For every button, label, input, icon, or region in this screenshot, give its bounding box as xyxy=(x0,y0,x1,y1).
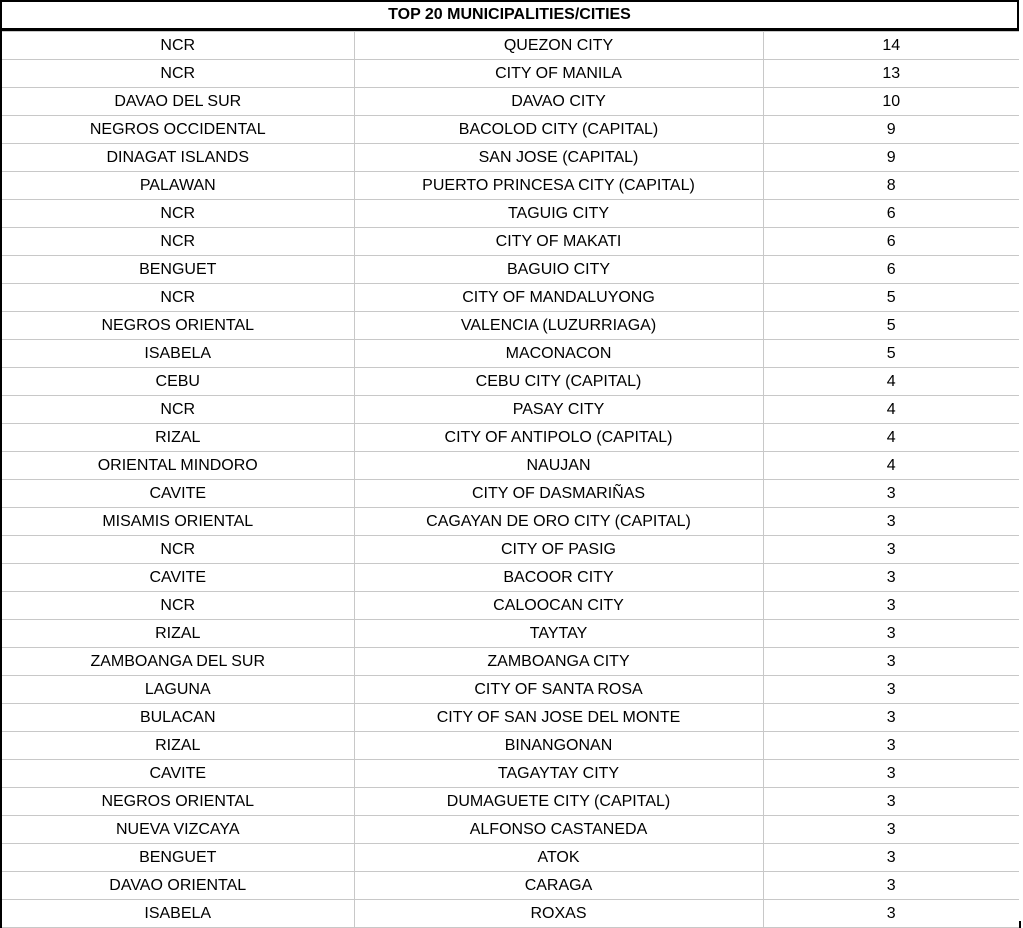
province-cell[interactable]: BENGUET xyxy=(1,256,354,284)
province-cell[interactable]: RIZAL xyxy=(1,620,354,648)
table-row xyxy=(1,620,1020,648)
city-cell[interactable]: CITY OF DASMARIÑAS xyxy=(354,480,763,508)
province-cell[interactable]: BENGUET xyxy=(1,844,354,872)
province-cell[interactable]: NCR xyxy=(1,32,354,60)
city-cell[interactable]: CAGAYAN DE ORO CITY (CAPITAL) xyxy=(354,508,763,536)
table-row xyxy=(1,536,1020,564)
table-body xyxy=(1,32,1020,928)
province-cell[interactable]: DAVAO DEL SUR xyxy=(1,88,354,116)
table-row xyxy=(1,788,1020,816)
table-row xyxy=(1,32,1020,60)
count-cell[interactable]: 3 xyxy=(763,620,1020,648)
table-row xyxy=(1,564,1020,592)
count-cell[interactable]: 3 xyxy=(763,816,1020,844)
count-cell[interactable]: 3 xyxy=(763,760,1020,788)
count-cell[interactable]: 4 xyxy=(763,396,1020,424)
city-cell[interactable]: DAVAO CITY xyxy=(354,88,763,116)
count-cell[interactable]: 5 xyxy=(763,284,1020,312)
count-cell[interactable]: 9 xyxy=(763,116,1020,144)
province-cell[interactable]: ZAMBOANGA DEL SUR xyxy=(1,648,354,676)
province-cell[interactable]: DINAGAT ISLANDS xyxy=(1,144,354,172)
table-row xyxy=(1,256,1020,284)
city-cell[interactable]: BACOOR CITY xyxy=(354,564,763,592)
count-cell[interactable]: 5 xyxy=(763,312,1020,340)
count-cell[interactable]: 3 xyxy=(763,676,1020,704)
table-row xyxy=(1,396,1020,424)
city-cell[interactable]: BINANGONAN xyxy=(354,732,763,760)
count-cell[interactable]: 9 xyxy=(763,144,1020,172)
city-cell[interactable]: QUEZON CITY xyxy=(354,32,763,60)
city-cell[interactable]: DUMAGUETE CITY (CAPITAL) xyxy=(354,788,763,816)
province-cell[interactable]: CAVITE xyxy=(1,480,354,508)
province-cell[interactable]: NUEVA VIZCAYA xyxy=(1,816,354,844)
city-cell[interactable]: BAGUIO CITY xyxy=(354,256,763,284)
count-cell[interactable]: 3 xyxy=(763,648,1020,676)
province-cell[interactable]: NCR xyxy=(1,592,354,620)
city-cell[interactable]: CEBU CITY (CAPITAL) xyxy=(354,368,763,396)
table-row xyxy=(1,872,1020,900)
count-cell[interactable]: 3 xyxy=(763,508,1020,536)
count-cell[interactable]: 3 xyxy=(763,872,1020,900)
count-cell[interactable]: 10 xyxy=(763,88,1020,116)
count-cell[interactable]: 8 xyxy=(763,172,1020,200)
province-cell[interactable]: CEBU xyxy=(1,368,354,396)
sheet-edge xyxy=(1019,0,1023,921)
province-cell[interactable]: NCR xyxy=(1,284,354,312)
province-cell[interactable]: NEGROS OCCIDENTAL xyxy=(1,116,354,144)
table-row xyxy=(1,452,1020,480)
count-cell[interactable]: 14 xyxy=(763,32,1020,60)
city-cell[interactable]: PUERTO PRINCESA CITY (CAPITAL) xyxy=(354,172,763,200)
city-cell[interactable]: TAGUIG CITY xyxy=(354,200,763,228)
province-cell[interactable]: ISABELA xyxy=(1,340,354,368)
province-cell[interactable]: CAVITE xyxy=(1,760,354,788)
table-row xyxy=(1,592,1020,620)
count-cell[interactable]: 6 xyxy=(763,200,1020,228)
table-row xyxy=(1,760,1020,788)
count-cell[interactable]: 4 xyxy=(763,368,1020,396)
table-row xyxy=(1,508,1020,536)
table-row xyxy=(1,340,1020,368)
table-row xyxy=(1,732,1020,760)
count-cell[interactable]: 3 xyxy=(763,900,1020,928)
province-cell[interactable]: LAGUNA xyxy=(1,676,354,704)
count-cell[interactable]: 3 xyxy=(763,536,1020,564)
province-cell[interactable]: NEGROS ORIENTAL xyxy=(1,312,354,340)
city-cell[interactable]: CITY OF ANTIPOLO (CAPITAL) xyxy=(354,424,763,452)
count-cell[interactable]: 3 xyxy=(763,564,1020,592)
table-row xyxy=(1,284,1020,312)
province-cell[interactable]: NCR xyxy=(1,536,354,564)
table-row xyxy=(1,200,1020,228)
table-row xyxy=(1,648,1020,676)
province-cell[interactable]: NCR xyxy=(1,228,354,256)
count-cell[interactable]: 3 xyxy=(763,480,1020,508)
table-row xyxy=(1,88,1020,116)
city-cell[interactable]: VALENCIA (LUZURRIAGA) xyxy=(354,312,763,340)
province-cell[interactable]: NCR xyxy=(1,200,354,228)
province-cell[interactable]: ORIENTAL MINDORO xyxy=(1,452,354,480)
city-cell[interactable]: SAN JOSE (CAPITAL) xyxy=(354,144,763,172)
count-cell[interactable]: 4 xyxy=(763,424,1020,452)
city-cell[interactable]: BACOLOD CITY (CAPITAL) xyxy=(354,116,763,144)
city-cell[interactable]: ATOK xyxy=(354,844,763,872)
municipalities-table xyxy=(0,31,1021,928)
city-cell[interactable]: CITY OF MANILA xyxy=(354,60,763,88)
province-cell[interactable]: PALAWAN xyxy=(1,172,354,200)
table-row xyxy=(1,116,1020,144)
table-title: TOP 20 MUNICIPALITIES/CITIES xyxy=(0,0,1019,31)
province-cell[interactable]: CAVITE xyxy=(1,564,354,592)
city-cell[interactable]: CARAGA xyxy=(354,872,763,900)
province-cell[interactable]: NEGROS ORIENTAL xyxy=(1,788,354,816)
count-cell[interactable]: 6 xyxy=(763,256,1020,284)
city-cell[interactable]: CITY OF PASIG xyxy=(354,536,763,564)
city-cell[interactable]: ZAMBOANGA CITY xyxy=(354,648,763,676)
city-cell[interactable]: PASAY CITY xyxy=(354,396,763,424)
province-cell[interactable]: BULACAN xyxy=(1,704,354,732)
table-row xyxy=(1,424,1020,452)
city-cell[interactable]: NAUJAN xyxy=(354,452,763,480)
table-row xyxy=(1,900,1020,928)
city-cell[interactable]: ROXAS xyxy=(354,900,763,928)
count-cell[interactable]: 5 xyxy=(763,340,1020,368)
count-cell[interactable]: 13 xyxy=(763,60,1020,88)
count-cell[interactable]: 3 xyxy=(763,732,1020,760)
table-row xyxy=(1,844,1020,872)
province-cell[interactable]: MISAMIS ORIENTAL xyxy=(1,508,354,536)
province-cell[interactable]: DAVAO ORIENTAL xyxy=(1,872,354,900)
count-cell[interactable]: 3 xyxy=(763,704,1020,732)
table-row xyxy=(1,172,1020,200)
table-row xyxy=(1,312,1020,340)
table-row xyxy=(1,480,1020,508)
table-row xyxy=(1,816,1020,844)
city-cell[interactable]: CITY OF SAN JOSE DEL MONTE xyxy=(354,704,763,732)
count-cell[interactable]: 6 xyxy=(763,228,1020,256)
city-cell[interactable]: MACONACON xyxy=(354,340,763,368)
city-cell[interactable]: TAGAYTAY CITY xyxy=(354,760,763,788)
province-cell[interactable]: NCR xyxy=(1,396,354,424)
city-cell[interactable]: TAYTAY xyxy=(354,620,763,648)
count-cell[interactable]: 3 xyxy=(763,844,1020,872)
count-cell[interactable]: 3 xyxy=(763,592,1020,620)
table-row xyxy=(1,676,1020,704)
count-cell[interactable]: 3 xyxy=(763,788,1020,816)
table-row xyxy=(1,144,1020,172)
table-row xyxy=(1,228,1020,256)
table-row xyxy=(1,704,1020,732)
table-row xyxy=(1,368,1020,396)
province-cell[interactable]: NCR xyxy=(1,60,354,88)
province-cell[interactable]: RIZAL xyxy=(1,424,354,452)
province-cell[interactable]: RIZAL xyxy=(1,732,354,760)
city-cell[interactable]: ALFONSO CASTANEDA xyxy=(354,816,763,844)
city-cell[interactable]: CITY OF MANDALUYONG xyxy=(354,284,763,312)
city-cell[interactable]: CALOOCAN CITY xyxy=(354,592,763,620)
province-cell[interactable]: ISABELA xyxy=(1,900,354,928)
table-row xyxy=(1,60,1020,88)
city-cell[interactable]: CITY OF MAKATI xyxy=(354,228,763,256)
count-cell[interactable]: 4 xyxy=(763,452,1020,480)
city-cell[interactable]: CITY OF SANTA ROSA xyxy=(354,676,763,704)
